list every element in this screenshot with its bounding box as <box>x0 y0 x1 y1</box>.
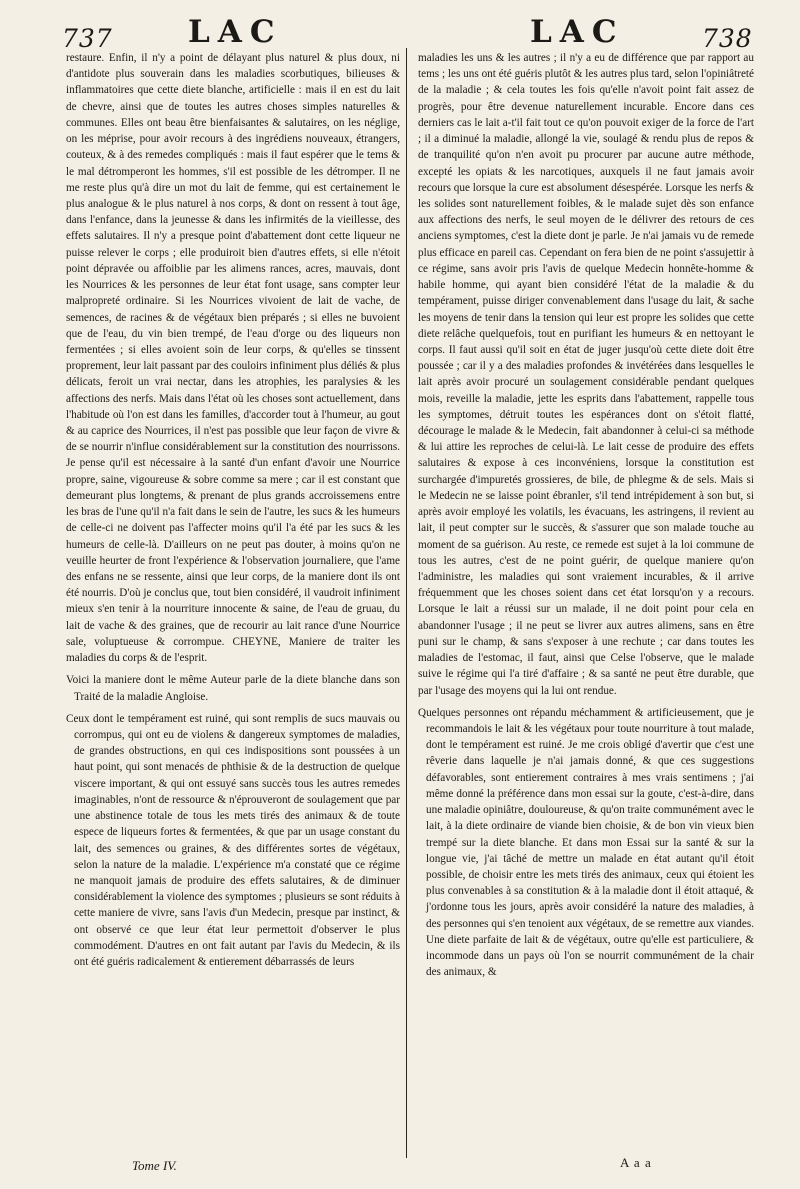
gathering-signature: A a a <box>620 1155 652 1170</box>
right-paragraph-2: Quelques personnes ont répandu méchamment & artificieusement, que je recommandois le lait & les végétaux pour toute nourriture à tout malade, dont le tempérament est ruiné. Je me crois obligé d'avertir que c'est une rêverie dans laquelle je n'ai jamais donné, & que ces suggestions défavorables, sont entierement contraires à mes vrais sentimens ; j'ai même donné la préférence dans mon essai sur la goute, c'est-à-dire, dans une maladie opiniâtre, douloureuse, & qu'on traite communément avec le lait, à la diete ordinaire de viande bien choisie, & de bon vin vieux bien trempé sur la diete blanche. Et dans mon Essai sur la santé & sur la longue vie, j'ai tâché de mettre un malade en état autant qu'il étoit possible, de choisir entre les mets tirés des animaux, ceux qui étoient les plus convenables à sa constitution & à la maladie dont il étoit attaqué, & j'ordonne tous les jours, après avoir considéré la nature des maladies, à des personnes qui s'en tenoient aux végétaux, de se remettre aux viandes. Une diete parfaite de lait & de végétaux, outre qu'elle est particuliere, & incommode dans un pays où l'on se nourrit communément de la chair des animaux, & <box>418 706 754 979</box>
left-paragraph-1: restaure. Enfin, il n'y a point de délayant plus naturel & plus doux, ni d'antidote plus souverain dans les maladies scorbutiques, bilieuses & inflammatoires que cette diete blanche, artificielle : mais il en est du lait de chevre, ainsi que de toutes les autres choses simples naturelles & communes. Elles ont beau être bienfaisantes & salutaires, on les néglige, on les méprise, pour avoir recours à des ingrédiens nouveaux, étrangers, couteux, & à des remedes compliqués : mais il faut espérer que le tems & le mal détromperont les hommes, s'il est possible de les détromper. Il ne me reste plus qu'à dire un mot du lait de femme, qui est certainement le plus analogue & le plus naturel à nos corps, & dont on ressent à tout âge, dans l'enfance, dans la jeunesse & dans les infirmités de la vieillesse, des effets salutaires. Il n'y a presque point d'abattement dont cette liqueur ne puisse relever le corps ; elle produiroit bien d'autres effets, si elle n'étoit point dépravée ou affoiblie par les alimens rances, acres, mauvais, dont les Nourrices & les personnes de leur état font usage, sans compter leur malpropreté ordinaire. Si les Nourrices vivoient de lait de vache, de semences, de racines & de végétaux bien préparés ; si elles ne buvoient que de l'eau, du vin bien trempé, de l'eau d'orge ou des liqueurs non fermentées ; si elles avoient soin de leur corps, & qu'elles se tinssent proprement, leur lait passant par des couloirs infiniment plus déliés & plus délicats, feroit un vrai nectar, dans les atrophies, les paralysies & les affections des nerfs. Mais dans l'état où les choses sont actuellement, dans l'habitude où l'on est dans les familles, d'accorder tout à l'humeur, au gout & au caprice des Nourrices, il n'est pas possible que leur façon de vivre & de se nourrir n'influe considérablement sur la constitution des nourrissons. Je pense qu'il est nécessaire à la santé d'un enfant d'avoir une Nourrice propre, saine, vigoureuse & sobre comme sa mere ; car il est constant que demeurant plus longtems, & prenant de plus grands accroissemens entre les bras de l'une qu'il n'a fait dans le sein de l'autre, les sucs & les humeurs de celle-ci ne doivent pas l'affecter moins qu'il l'a été par les sucs & les humeurs de celle-là. D'ailleurs on ne peut pas douter, à moins qu'on ne veuille heurter de front l'expérience & l'observation journaliere, que l'ame des enfans ne se ressente, ainsi que leur corps, de la maniere dont ils ont été nourris. D'où je conclus que, tout bien considéré, il vaudroit infiniment mieux s'en tenir à la nourriture innocente & saine, de l'eau de gruau, du lait de vache & des graines, que de recourir au lait rance d'une Nourrice sale, voluptueuse & corrompue. CHEYNE, Maniere de traiter les maladies du corps & de l'esprit. <box>66 52 400 665</box>
left-running-head: LAC <box>188 14 283 50</box>
right-paragraph-1: maladies les uns & les autres ; il n'y a eu de différence que par rapport au tems ; les uns ont été guéris plutôt & les autres plus tard, selon l'opiniâtreté de la maladie ; & cela toutes les fois qu'elle n'avoit point fait assez de progrès, pour être devenue naturellement incurable. Encore dans ces derniers cas le lait a-t'il fait tout ce qu'on pouvoit exiger de la force de l'art ; il a diminué la maladie, allongé la vie, soulagé & rendu plus de repos & de tranquilité qu'on n'en avoit pu procurer par aucune autre méthode, excepté les opiats & les narcotiques, auxquels il ne faut jamais avoir recours que lorsque la cure est absolument désespérée. Lorsque les nerfs & les solides sont naturellement foibles, & le malade sujet dès son enfance aux affections des nerfs, le seul moyen de le délivrer des retours de ces anciens symptomes, c'est la diete dont je parle. Je n'ai jamais vu de remede plus efficace en pareil cas. Cependant on fera bien de ne point s'assujettir à ce régime, sans avoir pris l'avis de quelque Medecin honnête-homme & habile homme, qui ayant bien considéré l'état de la maladie & du tempérament, puisse diriger convenablement dans l'usage du lait, & sache les moyens de tenir dans la tension qui leur est propre les solides que cette diete relâche quelquefois, tout en purifiant les humeurs & en nettoyant le corps. Il faut aussi qu'il soit en état de juger jusqu'où cette diete doit être poussée ; car il y a des maladies profondes & invétérées dans lesquelles le lait après avoir procuré un soulagement considérable pendant quelques mois, reveille la maladie, jette les esprits dans l'abattement, rappelle tous les symptomes, détruit toutes les espérances dont on s'étoit flatté, décourage le malade & le Medecin, fait abandonner à celui-ci sa méthode & lui attire les reproches de celui-là. Le lait cesse de produire des effets salutaires & expose à ces inconvéniens, lorsque la constitution est surchargée d'impuretés grossieres, de bile, de phlegme & de sels. Mais si le Medecin ne se laisse point ébranler, s'il tend intrépidement à son but, si après avoir employé les volatils, les évacuans, les astringens, il revient au lait, il peut compter sur le succès, & s'assurer que son malade touche au moment de sa guérison. Au reste, ce remede est sujet à la loi commune de tous les autres, c'est de ne point guérir, de quelque maniere qu'on l'administre, les maladies qui sont vraiement incurables, & il arrive fréquemment que les choses soient dans cet état lorsqu'on y a recours. Lorsque le lait a réussi sur un malade, il ne doit point pour cela en abandonner l'usage ; il ne peut se livrer aux autres alimens, sans en être puni sur le champ, & sans s'exposer à une rechute ; car dans toutes les maladies de l'estomac, il faut, ainsi que Celse l'observe, que le malade suive le régime qui l'a tiré d'affaire ; & sa santé ne peut être durable, que par l'usage des moyens qui la lui ont rendue. <box>418 52 754 697</box>
left-paragraph-3: Ceux dont le tempérament est ruiné, qui sont remplis de sucs mauvais ou corrompus, qui ont eu de violens & dangereux symptomes de maladies, de grandes obstructions, en qui ces indispositions sont poussées à un haut point, qui sont menacés de phthisie & de la destruction de quelque viscere important, & qui ont essuyé sans succès tous les autres remedes imaginables, n'ont de ressource & n'éprouveront de soulagement que par une abstinence totale de tous les mets tirés des animaux & de toute espece de liqueurs fortes & fermentées, & que par un usage constant du lait, des semences ou graines, & des différentes sortes de végétaux, selon la nature de la maladie. L'expérience m'a constaté que ce régime ne manquoit jamais de produire des effets salutaires, & de diminuer considérablement la violence des symptomes ; plusieurs se sont réduits à cette maniere de vivre, sans l'avis d'un Medecin, presque par instinct, & ont observé ce que leur état leur permettoit d'observer le plus commodément. D'autres en ont fait autant par l'avis du Medecin, & ils ont été guéris radicalement & entierement débarrassés de leurs <box>66 712 400 969</box>
left-column <box>66 50 400 970</box>
volume-signature: Tome IV. <box>132 1158 177 1173</box>
column-divider <box>406 48 407 1158</box>
right-running-head: LAC <box>530 14 625 50</box>
left-paragraph-2: Voici la maniere dont le même Auteur parle de la diete blanche dans son Traité de la maladie Angloise. <box>66 674 400 703</box>
right-page-number: 738 <box>702 24 753 53</box>
right-column <box>418 50 754 980</box>
left-page-number: 737 <box>62 24 113 53</box>
